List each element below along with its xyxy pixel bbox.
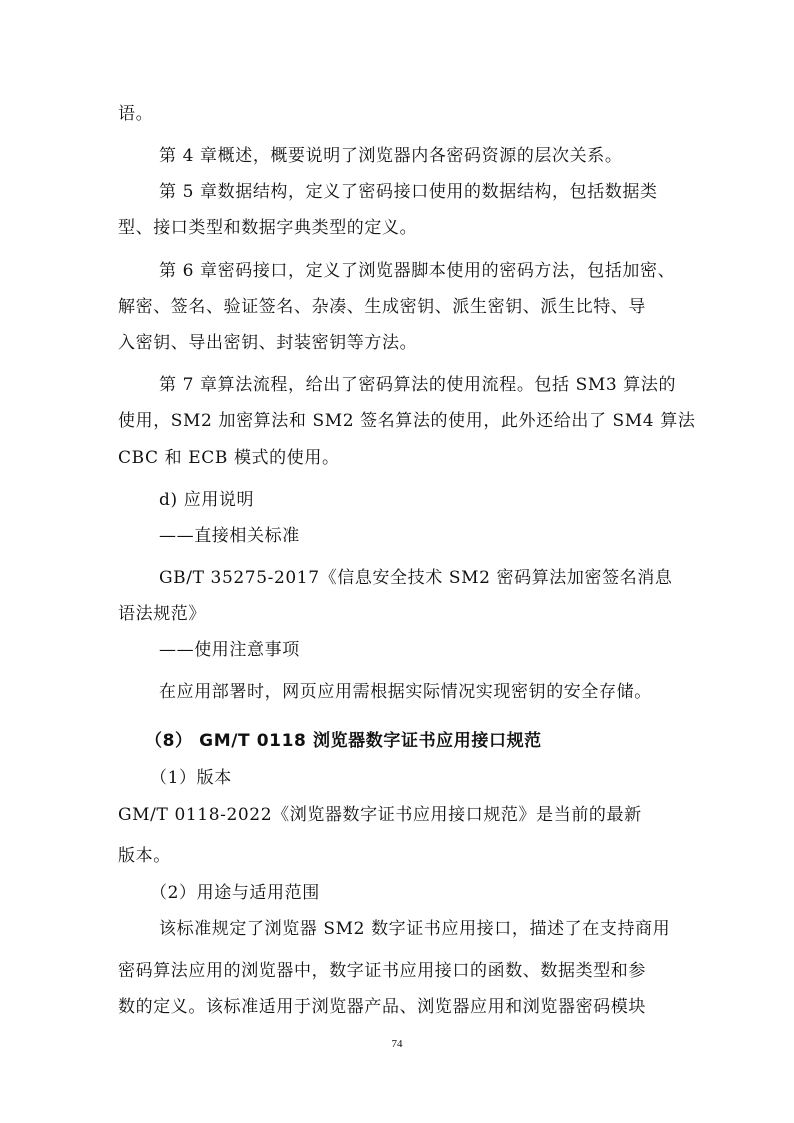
dash-item: ——直接相关标准 [159, 526, 300, 546]
body-text-line: 语法规范》 [118, 604, 206, 624]
subsection-heading: （1）版本 [150, 768, 232, 788]
body-text-line: GB/T 35275-2017《信息安全技术 SM2 密码算法加密签名消息 [159, 568, 673, 588]
body-text-line: 第 7 章算法流程，给出了密码算法的使用流程。包括 SM3 算法的 [159, 375, 677, 395]
body-text-line: 入密钥、导出密钥、封装密钥等方法。 [118, 333, 418, 353]
page-number: 74 [391, 1038, 403, 1050]
body-text-line: GM/T 0118-2022《浏览器数字证书应用接口规范》是当前的最新 [118, 805, 642, 825]
body-text-line: CBC 和 ECB 模式的使用。 [118, 448, 340, 468]
list-item-label: d) 应用说明 [159, 490, 255, 510]
dash-item: ——使用注意事项 [159, 640, 300, 660]
body-text-line: 型、接口类型和数据字典类型的定义。 [118, 218, 418, 238]
body-text-line: 密码算法应用的浏览器中，数字证书应用接口的函数、数据类型和参 [118, 961, 646, 981]
section-heading: （8） GM/T 0118 浏览器数字证书应用接口规范 [145, 731, 542, 751]
body-text-line: 使用，SM2 加密算法和 SM2 签名算法的使用，此外还给出了 SM4 算法 [118, 411, 696, 431]
body-text-line: 该标准规定了浏览器 SM2 数字证书应用接口，描述了在支持商用 [159, 919, 671, 939]
body-text-line: 语。 [118, 104, 154, 124]
body-text-line: 第 6 章密码接口，定义了浏览器脚本使用的密码方法，包括加密、 [159, 261, 676, 281]
body-text-line: 数的定义。该标准适用于浏览器产品、浏览器应用和浏览器密码模块 [118, 997, 646, 1017]
body-text-line: 第 4 章概述，概要说明了浏览器内各密码资源的层次关系。 [159, 146, 623, 166]
body-text-line: 在应用部署时，网页应用需根据实际情况实现密钥的安全存储。 [159, 682, 652, 702]
body-text-line: 版本。 [118, 846, 171, 866]
subsection-heading: （2）用途与适用范围 [150, 883, 320, 903]
body-text-line: 第 5 章数据结构，定义了密码接口使用的数据结构，包括数据类 [159, 182, 658, 202]
body-text-line: 解密、签名、验证签名、杂凑、生成密钥、派生密钥、派生比特、导 [118, 297, 646, 317]
